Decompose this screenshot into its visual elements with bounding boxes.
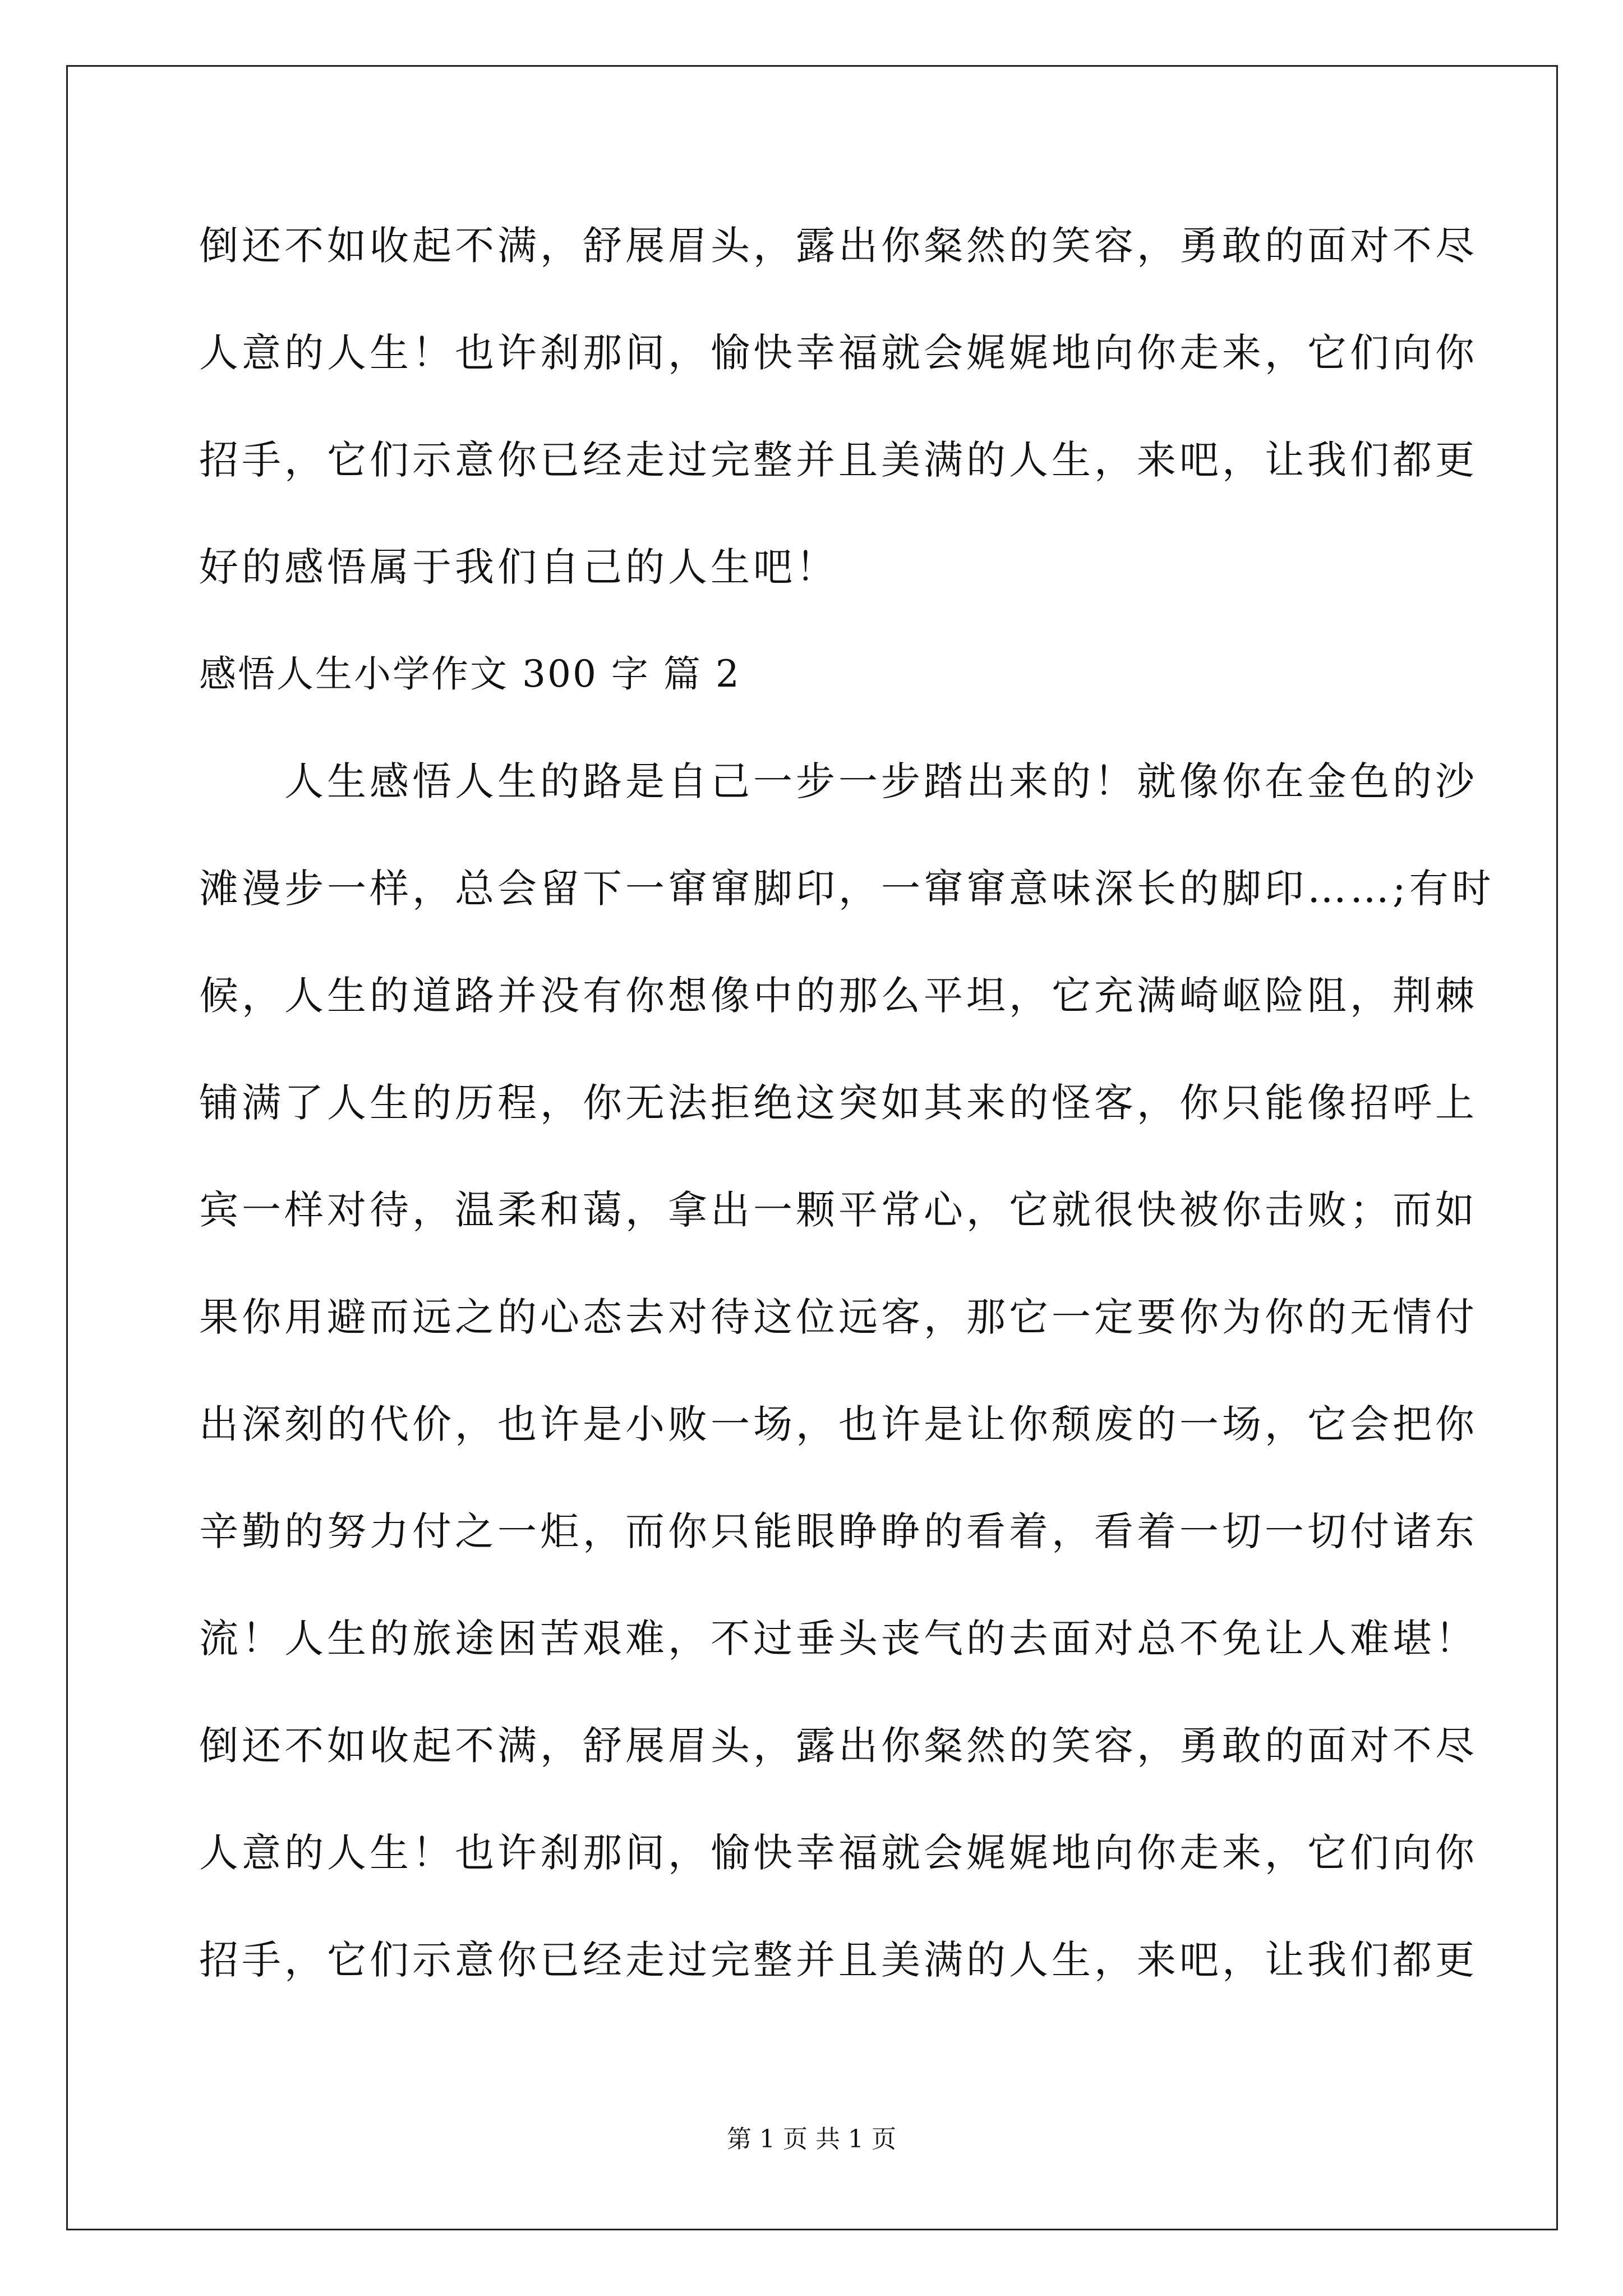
text-line: 流！人生的旅途困苦艰难，不过垂头丧气的去面对总不免让人难堪！ [199,1616,1478,1662]
text-line: 人意的人生！也许刹那间，愉快幸福就会娓娓地向你走来，它们向你 [199,1830,1478,1876]
text-line: 宾一样对待，温柔和蔼，拿出一颗平常心，它就很快被你击败；而如 [199,1187,1478,1233]
text-line: 候，人生的道路并没有你想像中的那么平坦，它充满崎岖险阻，荆棘 [199,973,1478,1019]
text-line: 招手，它们示意你已经走过完整并且美满的人生，来吧，让我们都更 [199,437,1478,483]
text-line: 倒还不如收起不满，舒展眉头，露出你粲然的笑容，勇敢的面对不尽 [199,1723,1478,1769]
text-line: 人生感悟人生的路是自己一步一步踏出来的！就像你在金色的沙 [199,758,1478,804]
text-line: 人意的人生！也许刹那间，愉快幸福就会娓娓地向你走来，它们向你 [199,330,1478,376]
text-line: 辛勤的努力付之一炬，而你只能眼睁睁的看着，看着一切一切付诸东 [199,1508,1478,1554]
section-heading: 感悟人生小学作文 300 字 篇 2 [199,652,741,696]
text-line: 滩漫步一样，总会留下一窜窜脚印，一窜窜意味深长的脚印……;有时 [199,866,1495,912]
text-line: 果你用避而远之的心态去对待这位远客，那它一定要你为你的无情付 [199,1294,1478,1340]
text-line: 好的感悟属于我们自己的人生吧！ [199,544,838,590]
text-line: 招手，它们示意你已经走过完整并且美满的人生，来吧，让我们都更 [199,1937,1478,1983]
text-line: 倒还不如收起不满，舒展眉头，露出你粲然的笑容，勇敢的面对不尽 [199,223,1478,269]
text-line: 出深刻的代价，也许是小败一场，也许是让你颓废的一场，它会把你 [199,1401,1478,1447]
text-line: 铺满了人生的历程，你无法拒绝这突如其来的怪客，你只能像招呼上 [199,1080,1478,1126]
page-footer: 第 1 页 共 1 页 [727,2125,896,2154]
page-border [66,65,1558,2230]
